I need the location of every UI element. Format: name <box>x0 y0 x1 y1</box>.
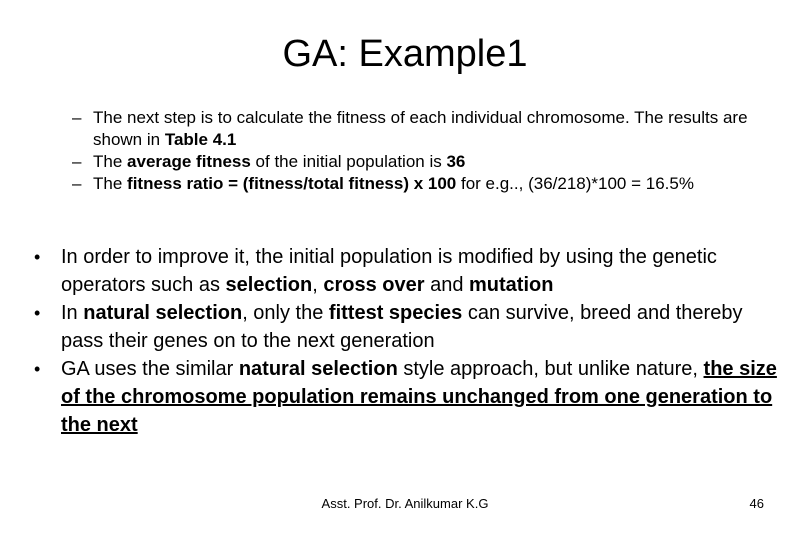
dash-marker: – <box>72 108 82 127</box>
bullet-marker: • <box>34 247 41 267</box>
main-bullet-item <box>34 299 779 355</box>
text-run: fittest species <box>328 302 463 324</box>
text-run: In <box>61 302 84 324</box>
sub-bullet-item <box>72 151 777 173</box>
main-bullet-item <box>34 355 779 439</box>
text-run: natural selection <box>83 302 243 324</box>
bullet-marker: • <box>34 359 41 379</box>
dash-marker: – <box>72 152 82 171</box>
text-run: In order to improve it, the initial population is modified by using the genetic operators such as <box>61 246 717 296</box>
footer-author: Asst. Prof. Dr. Anilkumar K.G <box>321 496 489 511</box>
text-run: The next step is to calculate the fitness of each individual chromosome. The results are shown in <box>93 108 748 149</box>
text-run: Table 4.1 <box>164 130 237 149</box>
text-run: of the initial population is <box>250 152 447 171</box>
text-run: , <box>312 274 324 296</box>
text-run: style approach, but unlike nature, <box>397 358 704 380</box>
text-run: cross over <box>323 274 425 296</box>
sub-bullet-item <box>72 173 777 195</box>
sub-bullet-item <box>72 107 777 151</box>
sub-bullet-list <box>72 107 777 195</box>
text-run: The <box>93 174 128 193</box>
text-run: 36 <box>446 152 466 171</box>
text-run: fitness ratio = (fitness/total fitness) x 100 <box>127 174 457 193</box>
text-run: The <box>93 152 128 171</box>
text-run: for e.g.., (36/218)*100 = 16.5% <box>456 174 694 193</box>
text-run: can survive, breed and thereby pass their genes on to the next generation <box>61 302 743 352</box>
dash-marker: – <box>72 174 82 193</box>
text-run: GA uses the similar <box>61 358 239 380</box>
text-run: selection <box>225 274 313 296</box>
bullet-marker: • <box>34 303 41 323</box>
main-bullet-list <box>34 243 779 439</box>
text-run: , only the <box>242 302 329 324</box>
text-run: average fitness <box>127 152 251 171</box>
text-run: the size of the chromosome population remains unchanged from one generation to the next <box>61 358 777 436</box>
text-run: natural selection <box>238 358 398 380</box>
page-number: 46 <box>749 496 764 511</box>
text-run: mutation <box>469 274 554 296</box>
slide-title: GA: Example1 <box>282 33 528 75</box>
text-run: and <box>424 274 470 296</box>
main-bullet-item <box>34 243 779 299</box>
